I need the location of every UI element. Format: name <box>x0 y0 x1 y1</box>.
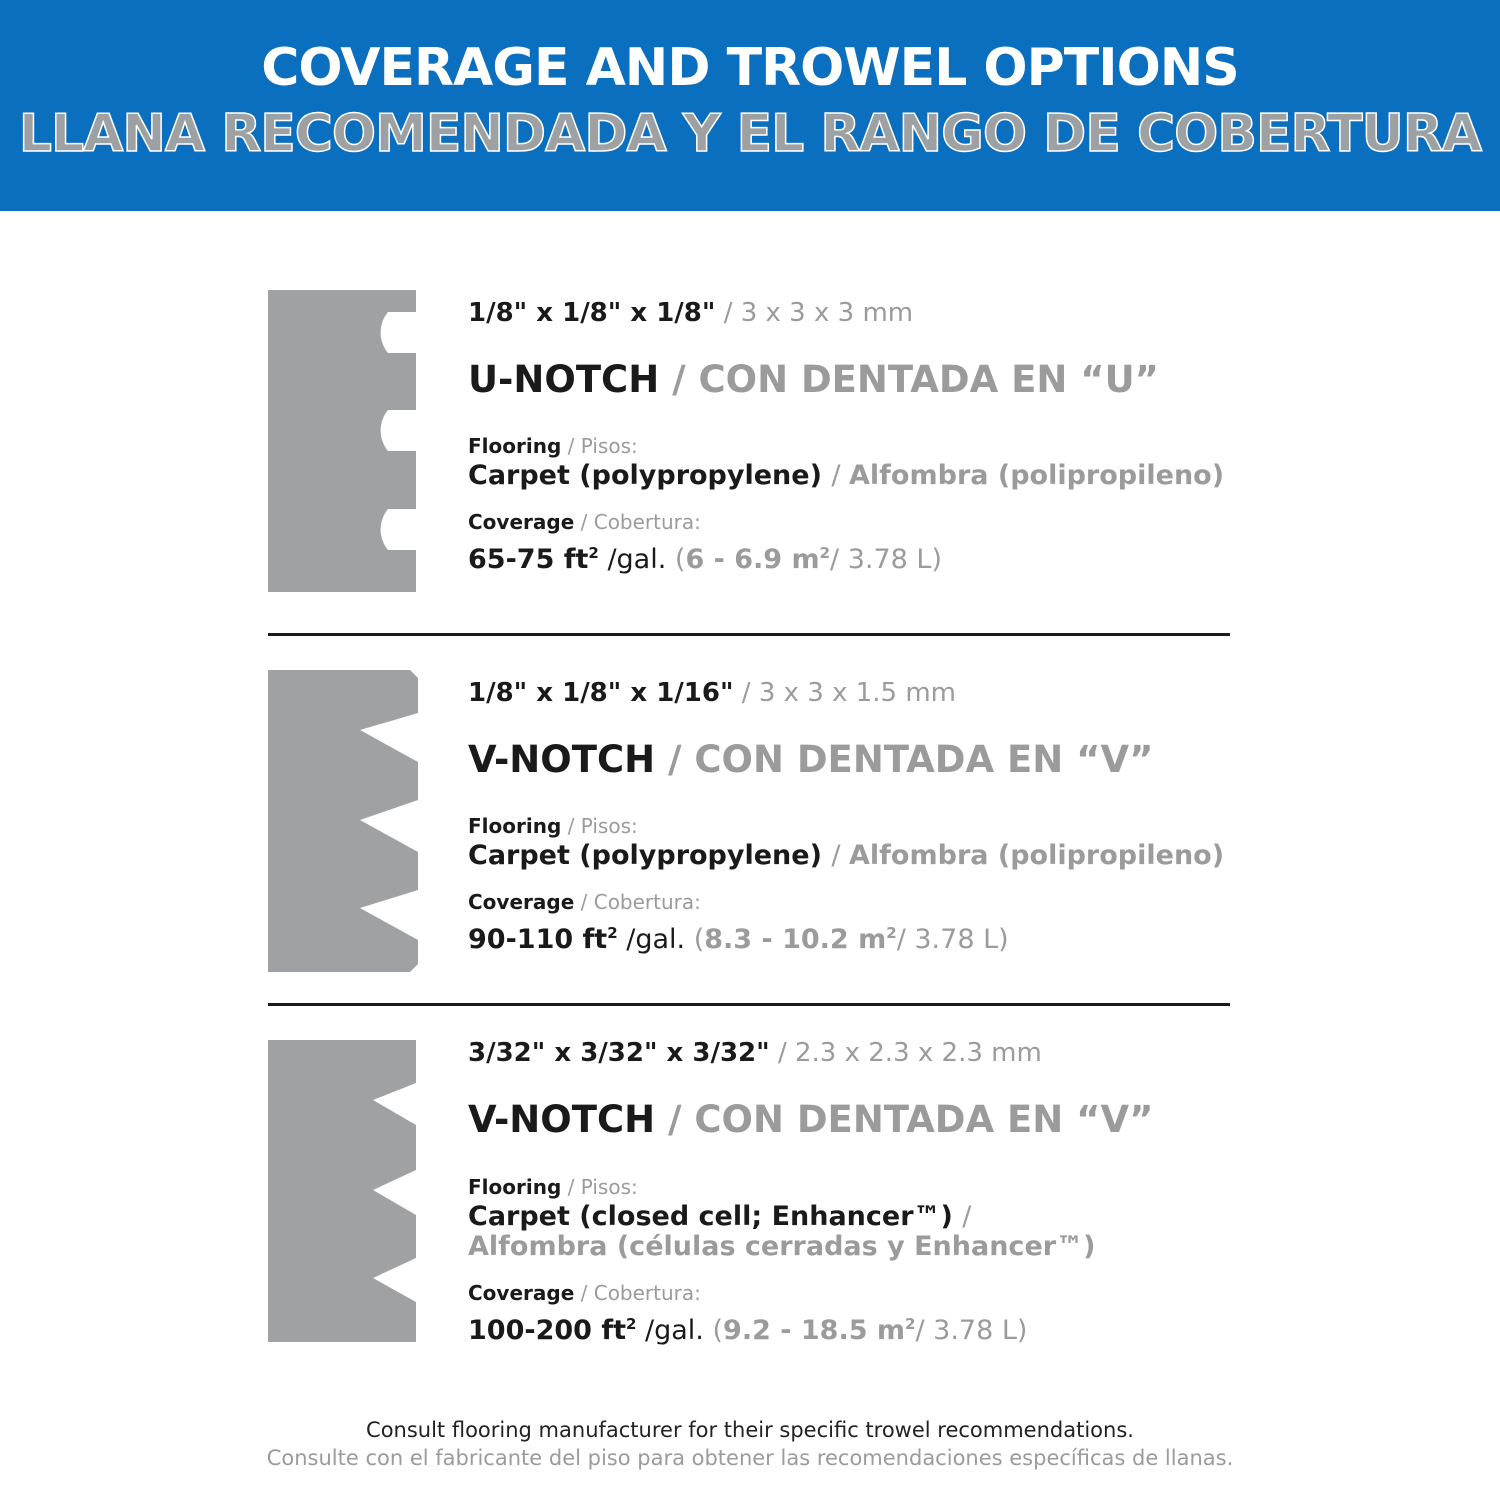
coverage-value: 100-200 $ft^2$ /gal. (9.2 - 18.5 $m^2/$ 3.78 L) <box>468 1315 1028 1346</box>
coverage-value: 65-75 $ft^2$ /gal. (6 - 6.9 $m^2/$ 3.78 L) <box>468 544 943 575</box>
section-divider <box>268 1003 1230 1006</box>
page-title: COVERAGE AND TROWEL OPTIONS <box>261 38 1239 98</box>
flooring-value-spanish: Alfombra (células cerradas y Enhancer™) <box>468 1231 1096 1262</box>
v-notch-trowel-icon <box>268 1040 418 1342</box>
footer-note-spanish: Consulte con el fabricante del piso para obtener las recomendaciones específicas de llanas. <box>266 1446 1234 1470</box>
flooring-value: Carpet (closed cell; Enhancer™) / <box>468 1201 972 1232</box>
header-banner <box>0 0 1500 211</box>
footer-note: Consult flooring manufacturer for their specific trowel recommendations. <box>366 1418 1134 1442</box>
trowel-name: V-NOTCH / CON DENTADA EN “V” <box>468 1098 1154 1141</box>
coverage-label: Coverage / Cobertura: <box>468 510 701 534</box>
coverage-label: Coverage / Cobertura: <box>468 1281 701 1305</box>
flooring-label: Flooring / Pisos: <box>468 434 638 458</box>
flooring-value: Carpet (polypropylene) / Alfombra (polipropileno) <box>468 460 1225 491</box>
u-notch-trowel-icon <box>268 290 418 592</box>
trowel-dimensions: 1/8" x 1/8" x 1/8" / 3 x 3 x 3 mm <box>468 298 914 328</box>
page-title-spanish: LLANA RECOMENDADA Y EL RANGO DE COBERTURA <box>18 104 1482 164</box>
flooring-label: Flooring / Pisos: <box>468 1175 638 1199</box>
trowel-name: V-NOTCH / CON DENTADA EN “V” <box>468 738 1154 781</box>
trowel-dimensions: 3/32" x 3/32" x 3/32" / 2.3 x 2.3 x 2.3 mm <box>468 1038 1042 1068</box>
coverage-label: Coverage / Cobertura: <box>468 890 701 914</box>
v-notch-trowel-icon <box>268 670 420 972</box>
flooring-label: Flooring / Pisos: <box>468 814 638 838</box>
flooring-value: Carpet (polypropylene) / Alfombra (polipropileno) <box>468 840 1225 871</box>
coverage-value: 90-110 $ft^2$ /gal. (8.3 - 10.2 $m^2/$ 3.78 L) <box>468 924 1009 955</box>
trowel-dimensions: 1/8" x 1/8" x 1/16" / 3 x 3 x 1.5 mm <box>468 678 956 708</box>
trowel-name: U-NOTCH / CON DENTADA EN “U” <box>468 358 1159 401</box>
section-divider <box>268 633 1230 636</box>
